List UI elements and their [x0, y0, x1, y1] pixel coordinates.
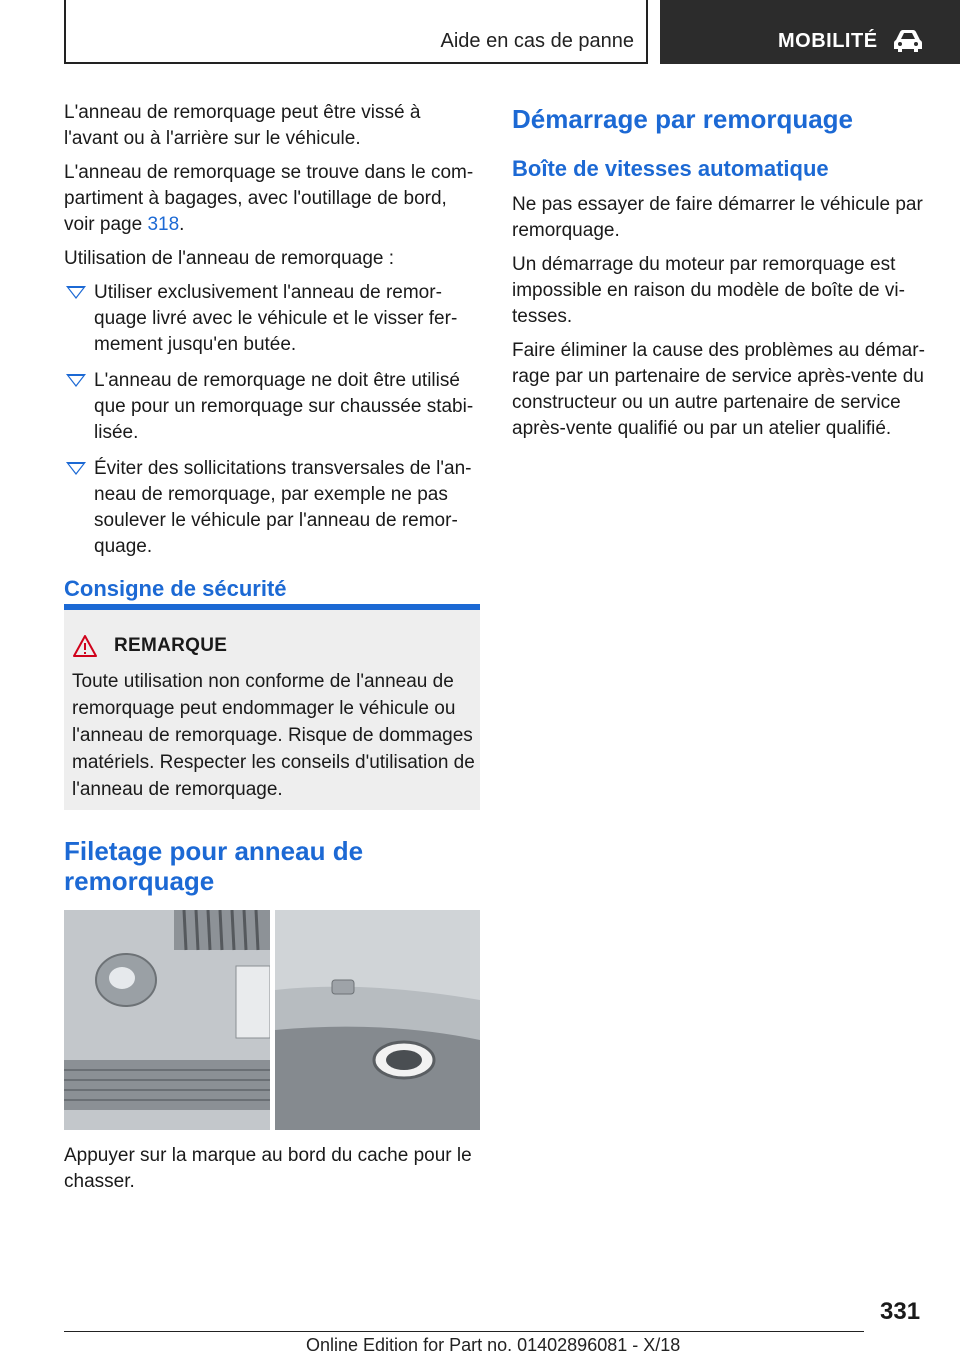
warning-icon — [72, 634, 98, 658]
list-item: Utiliser exclusivement l'anneau de remorquage livré avec le véhicule et le visser fermement jusqu'en butée. — [64, 280, 480, 358]
figure-caption: Appuyer sur la marque au bord du cache pour le chasser. — [64, 1145, 472, 1192]
edition-footer: Online Edition for Part no. 01402896081 - X/18 — [306, 1335, 681, 1355]
header-chapter-box — [64, 0, 648, 64]
tow-start-paragraph-1: Ne pas essayer de faire démarrer le véhicule par remorquage. — [512, 194, 923, 241]
location-paragraph — [64, 160, 480, 238]
right-column — [512, 100, 928, 450]
thread-heading: Filetage pour anneau de remorquage — [64, 836, 364, 896]
tow-start-heading: Démarrage par remorquage — [512, 104, 854, 134]
notice-box — [64, 604, 480, 810]
page-reference-link[interactable]: 318 — [147, 214, 180, 235]
page-number: 331 — [880, 1298, 921, 1325]
automatic-transmission-subheading: Boîte de vitesses automatique — [512, 156, 829, 181]
tow-start-paragraph-3: Faire éliminer la cause des problèmes au démarrage par un partenaire de service après-vente du constructeur ou un autre partenaire de service après-vente qualifié ou par un atelier qualifié. — [512, 340, 925, 439]
towing-eye-cover-illustration — [64, 910, 480, 1130]
bullet-triangle-icon — [66, 286, 86, 299]
intro-paragraph: L'anneau de remorquage peut être vissé à l'avant ou à l'arrière sur le véhicule. — [64, 102, 421, 149]
notice-header — [72, 634, 227, 658]
list-item: L'anneau de remorquage ne doit être utilisé que pour un remorquage sur chaussée stabilisée. — [64, 368, 480, 446]
left-column — [64, 100, 480, 602]
notice-body: Toute utilisation non conforme de l'anneau de remorquage peut endommager le véhicule ou l'anneau de remorquage. Risque de dommages matériels. Respecter les conseils d'utilisation de l'anneau de remorquage. — [72, 671, 475, 800]
usage-intro: Utilisation de l'anneau de remorquage : — [64, 248, 395, 269]
bullet-triangle-icon — [66, 462, 86, 475]
location-text-end: . — [179, 214, 185, 235]
chapter-title: Aide en cas de panne — [440, 30, 634, 52]
list-item: Éviter des sollicitations transversales de l'anneau de remorquage, par exemple ne pas soulever le véhicule par l'anneau de remorquage. — [64, 456, 480, 560]
section-label: MOBILITÉ — [778, 30, 878, 52]
location-text: L'anneau de remorquage se trouve dans le compartiment à bagages, avec l'outillage de bord, voir page — [64, 162, 474, 235]
notice-label: REMARQUE — [114, 635, 228, 656]
bumper-photo-icon — [64, 910, 480, 1130]
car-icon — [892, 28, 924, 54]
bullet-triangle-icon — [66, 374, 86, 387]
tow-start-paragraph-2: Un démarrage du moteur par remorquage est impossible en raison du modèle de boîte de vitesses. — [512, 254, 905, 327]
safety-heading: Consigne de sécurité — [64, 576, 287, 601]
footer-divider — [64, 1331, 864, 1332]
usage-list — [64, 280, 480, 560]
header-section-box — [660, 0, 960, 64]
